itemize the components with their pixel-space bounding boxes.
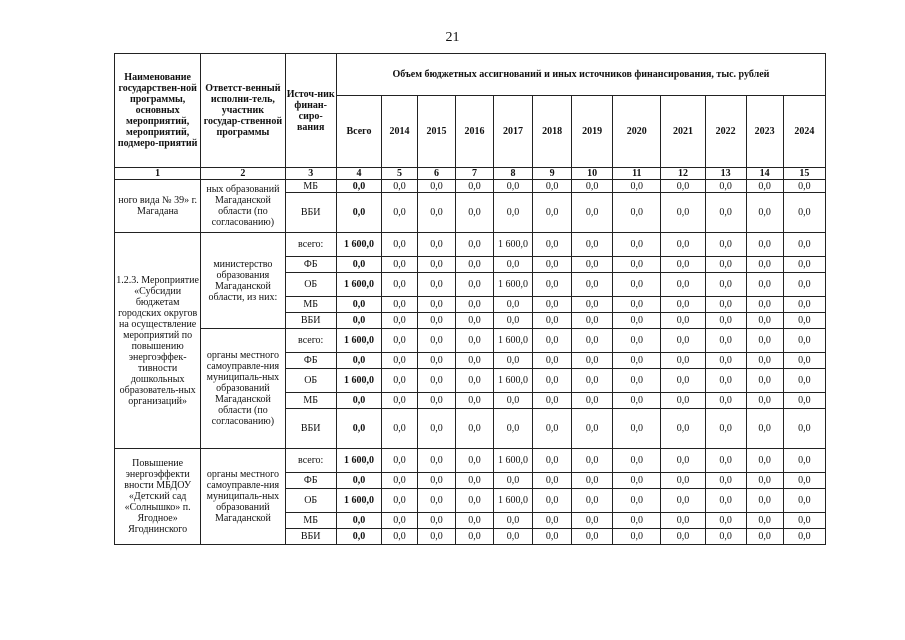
value-cell: 0,0 (533, 489, 572, 513)
value-cell: 0,0 (613, 353, 661, 369)
value-cell: 0,0 (783, 313, 825, 329)
value-cell: 0,0 (533, 233, 572, 257)
value-cell: 0,0 (661, 297, 705, 313)
value-cell: 0,0 (705, 449, 746, 473)
column-number: 3 (285, 168, 336, 180)
value-cell: 0,0 (783, 489, 825, 513)
value-cell: 0,0 (661, 329, 705, 353)
value-cell: 0,0 (613, 489, 661, 513)
value-cell: 0,0 (705, 473, 746, 489)
value-cell: 0,0 (613, 529, 661, 545)
program-name-cell: Повышение энергоэффекти вности МБДОУ «Детский сад «Солнышко» п. Ягодное» Ягоднинского (115, 449, 201, 545)
value-cell: 0,0 (494, 409, 533, 449)
column-number: 6 (418, 168, 456, 180)
header-year: 2023 (746, 96, 783, 168)
value-cell: 0,0 (418, 393, 456, 409)
value-cell: 0,0 (456, 193, 494, 233)
value-cell: 0,0 (418, 329, 456, 353)
value-cell: 0,0 (533, 329, 572, 353)
value-cell: 0,0 (533, 193, 572, 233)
total-cell: 1 600,0 (336, 329, 381, 353)
value-cell: 0,0 (456, 353, 494, 369)
value-cell: 0,0 (418, 273, 456, 297)
value-cell: 0,0 (783, 180, 825, 193)
header-year: 2017 (494, 96, 533, 168)
value-cell: 1 600,0 (494, 449, 533, 473)
value-cell: 0,0 (382, 529, 418, 545)
value-cell: 0,0 (746, 273, 783, 297)
header-year: 2019 (572, 96, 613, 168)
value-cell: 0,0 (382, 449, 418, 473)
value-cell: 0,0 (705, 180, 746, 193)
value-cell: 0,0 (533, 353, 572, 369)
funding-source-cell: ОБ (285, 369, 336, 393)
value-cell: 0,0 (705, 329, 746, 353)
value-cell: 0,0 (382, 353, 418, 369)
value-cell: 0,0 (705, 233, 746, 257)
funding-source-cell: МБ (285, 513, 336, 529)
value-cell: 0,0 (705, 369, 746, 393)
value-cell: 0,0 (456, 489, 494, 513)
value-cell: 0,0 (746, 193, 783, 233)
value-cell: 0,0 (783, 449, 825, 473)
value-cell: 0,0 (572, 369, 613, 393)
value-cell: 0,0 (456, 180, 494, 193)
funding-source-cell: всего: (285, 329, 336, 353)
value-cell: 0,0 (418, 297, 456, 313)
funding-source-cell: ВБИ (285, 313, 336, 329)
value-cell: 0,0 (494, 257, 533, 273)
value-cell: 0,0 (705, 273, 746, 297)
value-cell: 0,0 (661, 529, 705, 545)
header-year: 2018 (533, 96, 572, 168)
value-cell: 0,0 (661, 257, 705, 273)
funding-source-cell: МБ (285, 393, 336, 409)
value-cell: 0,0 (783, 473, 825, 489)
header-funding-title: Объем бюджетных ассигнований и иных источников финансирования, тыс. рублей (336, 54, 825, 96)
value-cell: 0,0 (746, 313, 783, 329)
header-year: 2016 (456, 96, 494, 168)
value-cell: 0,0 (783, 529, 825, 545)
value-cell: 0,0 (783, 369, 825, 393)
value-cell: 0,0 (746, 473, 783, 489)
column-number: 15 (783, 168, 825, 180)
header-responsible: Ответст-венный исполни-тель, участник государ-ственной программы (201, 54, 285, 168)
value-cell: 0,0 (661, 233, 705, 257)
total-cell: 0,0 (336, 409, 381, 449)
header-year: 2021 (661, 96, 705, 168)
value-cell: 0,0 (533, 513, 572, 529)
value-cell: 0,0 (494, 473, 533, 489)
total-cell: 1 600,0 (336, 233, 381, 257)
total-cell: 0,0 (336, 257, 381, 273)
value-cell: 0,0 (382, 513, 418, 529)
header-program-name: Наименование государствен-ной программы, основных мероприятий, мероприятий, подмеро-приятий (115, 54, 201, 168)
value-cell: 0,0 (613, 449, 661, 473)
responsible-org-cell: министерство образования Магаданской области, из них: (201, 233, 285, 329)
value-cell: 0,0 (661, 193, 705, 233)
value-cell: 0,0 (783, 513, 825, 529)
value-cell: 0,0 (746, 297, 783, 313)
total-cell: 0,0 (336, 297, 381, 313)
value-cell: 0,0 (661, 409, 705, 449)
value-cell: 0,0 (661, 513, 705, 529)
value-cell: 0,0 (382, 329, 418, 353)
value-cell: 0,0 (572, 257, 613, 273)
column-number: 11 (613, 168, 661, 180)
value-cell: 0,0 (783, 193, 825, 233)
funding-source-cell: всего: (285, 449, 336, 473)
value-cell: 0,0 (418, 313, 456, 329)
value-cell: 0,0 (572, 180, 613, 193)
value-cell: 0,0 (533, 180, 572, 193)
value-cell: 0,0 (572, 449, 613, 473)
value-cell: 0,0 (533, 449, 572, 473)
value-cell: 0,0 (418, 409, 456, 449)
value-cell: 0,0 (418, 257, 456, 273)
column-number: 5 (382, 168, 418, 180)
value-cell: 0,0 (783, 273, 825, 297)
value-cell: 0,0 (494, 353, 533, 369)
table-row (115, 180, 826, 193)
value-cell: 0,0 (418, 529, 456, 545)
value-cell: 0,0 (456, 329, 494, 353)
value-cell: 0,0 (418, 489, 456, 513)
value-cell: 0,0 (746, 529, 783, 545)
value-cell: 0,0 (572, 273, 613, 297)
value-cell: 0,0 (661, 313, 705, 329)
column-number: 4 (336, 168, 381, 180)
header-year: 2022 (705, 96, 746, 168)
column-number: 1 (115, 168, 201, 180)
total-cell: 1 600,0 (336, 369, 381, 393)
value-cell: 0,0 (382, 193, 418, 233)
header-year: 2024 (783, 96, 825, 168)
value-cell: 0,0 (705, 297, 746, 313)
value-cell: 0,0 (613, 393, 661, 409)
value-cell: 0,0 (746, 369, 783, 393)
value-cell: 0,0 (494, 297, 533, 313)
value-cell: 0,0 (572, 529, 613, 545)
value-cell: 0,0 (572, 473, 613, 489)
responsible-org-cell: органы местного самоуправле-ния муниципаль-ных образований Магаданской (201, 449, 285, 545)
column-number: 2 (201, 168, 285, 180)
column-number: 9 (533, 168, 572, 180)
total-cell: 0,0 (336, 393, 381, 409)
column-number-row (115, 168, 826, 180)
value-cell: 0,0 (661, 489, 705, 513)
funding-source-cell: ФБ (285, 473, 336, 489)
funding-source-cell: ОБ (285, 489, 336, 513)
column-number: 14 (746, 168, 783, 180)
value-cell: 0,0 (746, 409, 783, 449)
value-cell: 0,0 (382, 257, 418, 273)
value-cell: 0,0 (783, 409, 825, 449)
responsible-org-cell: ных образований Магаданской области (по согласованию) (201, 180, 285, 233)
value-cell: 0,0 (382, 313, 418, 329)
value-cell: 0,0 (613, 233, 661, 257)
total-cell: 0,0 (336, 193, 381, 233)
value-cell: 0,0 (783, 257, 825, 273)
value-cell: 1 600,0 (494, 233, 533, 257)
value-cell: 0,0 (382, 369, 418, 393)
value-cell: 0,0 (572, 353, 613, 369)
value-cell: 0,0 (661, 393, 705, 409)
value-cell: 0,0 (613, 273, 661, 297)
value-cell: 0,0 (494, 513, 533, 529)
value-cell: 0,0 (572, 233, 613, 257)
value-cell: 0,0 (418, 180, 456, 193)
value-cell: 0,0 (746, 393, 783, 409)
value-cell: 0,0 (418, 353, 456, 369)
value-cell: 1 600,0 (494, 489, 533, 513)
value-cell: 0,0 (783, 393, 825, 409)
value-cell: 0,0 (382, 409, 418, 449)
total-cell: 1 600,0 (336, 449, 381, 473)
funding-source-cell: ВБИ (285, 193, 336, 233)
value-cell: 0,0 (572, 409, 613, 449)
total-cell: 0,0 (336, 513, 381, 529)
value-cell: 0,0 (613, 473, 661, 489)
value-cell: 0,0 (746, 257, 783, 273)
value-cell: 0,0 (418, 449, 456, 473)
value-cell: 0,0 (456, 513, 494, 529)
value-cell: 0,0 (533, 409, 572, 449)
value-cell: 0,0 (572, 489, 613, 513)
table-row (115, 233, 826, 257)
value-cell: 0,0 (418, 513, 456, 529)
value-cell: 0,0 (613, 180, 661, 193)
total-cell: 0,0 (336, 473, 381, 489)
value-cell: 0,0 (456, 449, 494, 473)
funding-source-cell: МБ (285, 297, 336, 313)
total-cell: 0,0 (336, 529, 381, 545)
value-cell: 0,0 (783, 233, 825, 257)
value-cell: 0,0 (705, 489, 746, 513)
value-cell: 0,0 (382, 180, 418, 193)
value-cell: 1 600,0 (494, 369, 533, 393)
funding-source-cell: МБ (285, 180, 336, 193)
value-cell: 0,0 (456, 369, 494, 393)
value-cell: 0,0 (456, 409, 494, 449)
header-source: Источ-ник финан-сиро-вания (285, 54, 336, 168)
value-cell: 0,0 (746, 513, 783, 529)
value-cell: 0,0 (661, 473, 705, 489)
value-cell: 0,0 (572, 329, 613, 353)
value-cell: 0,0 (572, 393, 613, 409)
value-cell: 0,0 (533, 313, 572, 329)
value-cell: 0,0 (705, 257, 746, 273)
value-cell: 0,0 (705, 529, 746, 545)
column-number: 13 (705, 168, 746, 180)
header-year: 2014 (382, 96, 418, 168)
responsible-org-cell: органы местного самоуправле-ния муниципаль-ных образований Магаданской области (по согласованию) (201, 329, 285, 449)
value-cell: 0,0 (661, 353, 705, 369)
value-cell: 0,0 (705, 513, 746, 529)
value-cell: 0,0 (456, 529, 494, 545)
total-cell: 1 600,0 (336, 273, 381, 297)
value-cell: 1 600,0 (494, 329, 533, 353)
value-cell: 0,0 (746, 329, 783, 353)
value-cell: 0,0 (783, 329, 825, 353)
value-cell: 0,0 (494, 180, 533, 193)
value-cell: 1 600,0 (494, 273, 533, 297)
value-cell: 0,0 (533, 257, 572, 273)
value-cell: 0,0 (661, 180, 705, 193)
value-cell: 0,0 (705, 353, 746, 369)
value-cell: 0,0 (418, 369, 456, 393)
value-cell: 0,0 (572, 193, 613, 233)
value-cell: 0,0 (661, 369, 705, 393)
value-cell: 0,0 (613, 297, 661, 313)
value-cell: 0,0 (746, 489, 783, 513)
budget-table (114, 53, 826, 545)
total-cell: 0,0 (336, 353, 381, 369)
value-cell: 0,0 (456, 297, 494, 313)
value-cell: 0,0 (456, 473, 494, 489)
value-cell: 0,0 (705, 313, 746, 329)
value-cell: 0,0 (533, 369, 572, 393)
value-cell: 0,0 (613, 369, 661, 393)
page-number: 21 (445, 30, 460, 45)
funding-source-cell: ВБИ (285, 409, 336, 449)
column-number: 7 (456, 168, 494, 180)
value-cell: 0,0 (572, 313, 613, 329)
column-number: 10 (572, 168, 613, 180)
value-cell: 0,0 (533, 393, 572, 409)
header-year: 2020 (613, 96, 661, 168)
value-cell: 0,0 (613, 313, 661, 329)
value-cell: 0,0 (746, 233, 783, 257)
value-cell: 0,0 (783, 297, 825, 313)
value-cell: 0,0 (456, 257, 494, 273)
value-cell: 0,0 (613, 329, 661, 353)
value-cell: 0,0 (572, 297, 613, 313)
funding-source-cell: ФБ (285, 257, 336, 273)
value-cell: 0,0 (613, 409, 661, 449)
value-cell: 0,0 (705, 393, 746, 409)
column-number: 8 (494, 168, 533, 180)
value-cell: 0,0 (746, 180, 783, 193)
table-row (115, 449, 826, 473)
value-cell: 0,0 (783, 353, 825, 369)
value-cell: 0,0 (494, 529, 533, 545)
value-cell: 0,0 (533, 297, 572, 313)
value-cell: 0,0 (382, 393, 418, 409)
funding-source-cell: ФБ (285, 353, 336, 369)
funding-source-cell: ВБИ (285, 529, 336, 545)
value-cell: 0,0 (382, 489, 418, 513)
value-cell: 0,0 (746, 449, 783, 473)
column-number: 12 (661, 168, 705, 180)
value-cell: 0,0 (705, 193, 746, 233)
value-cell: 0,0 (456, 273, 494, 297)
value-cell: 0,0 (418, 193, 456, 233)
value-cell: 0,0 (494, 313, 533, 329)
value-cell: 0,0 (382, 473, 418, 489)
value-cell: 0,0 (705, 409, 746, 449)
total-cell: 1 600,0 (336, 489, 381, 513)
value-cell: 0,0 (661, 449, 705, 473)
value-cell: 0,0 (533, 273, 572, 297)
value-cell: 0,0 (456, 233, 494, 257)
value-cell: 0,0 (613, 513, 661, 529)
value-cell: 0,0 (494, 193, 533, 233)
value-cell: 0,0 (533, 529, 572, 545)
value-cell: 0,0 (382, 273, 418, 297)
total-cell: 0,0 (336, 313, 381, 329)
value-cell: 0,0 (661, 273, 705, 297)
value-cell: 0,0 (494, 393, 533, 409)
value-cell: 0,0 (613, 193, 661, 233)
funding-source-cell: всего: (285, 233, 336, 257)
value-cell: 0,0 (613, 257, 661, 273)
header-year: 2015 (418, 96, 456, 168)
table-row (115, 329, 826, 353)
program-name-cell: ного вида № 39» г. Магадана (115, 180, 201, 233)
value-cell: 0,0 (746, 353, 783, 369)
value-cell: 0,0 (456, 313, 494, 329)
funding-source-cell: ОБ (285, 273, 336, 297)
value-cell: 0,0 (382, 297, 418, 313)
header-total: Всего (336, 96, 381, 168)
value-cell: 0,0 (533, 473, 572, 489)
value-cell: 0,0 (382, 233, 418, 257)
total-cell: 0,0 (336, 180, 381, 193)
program-name-cell: 1.2.3. Мероприятие «Субсидии бюджетам городских округов на осуществление мероприятий по повышению энергоэффек-тивности дошкольных образователь-ных организаций» (115, 233, 201, 449)
value-cell: 0,0 (418, 473, 456, 489)
value-cell: 0,0 (456, 393, 494, 409)
value-cell: 0,0 (418, 233, 456, 257)
value-cell: 0,0 (572, 513, 613, 529)
